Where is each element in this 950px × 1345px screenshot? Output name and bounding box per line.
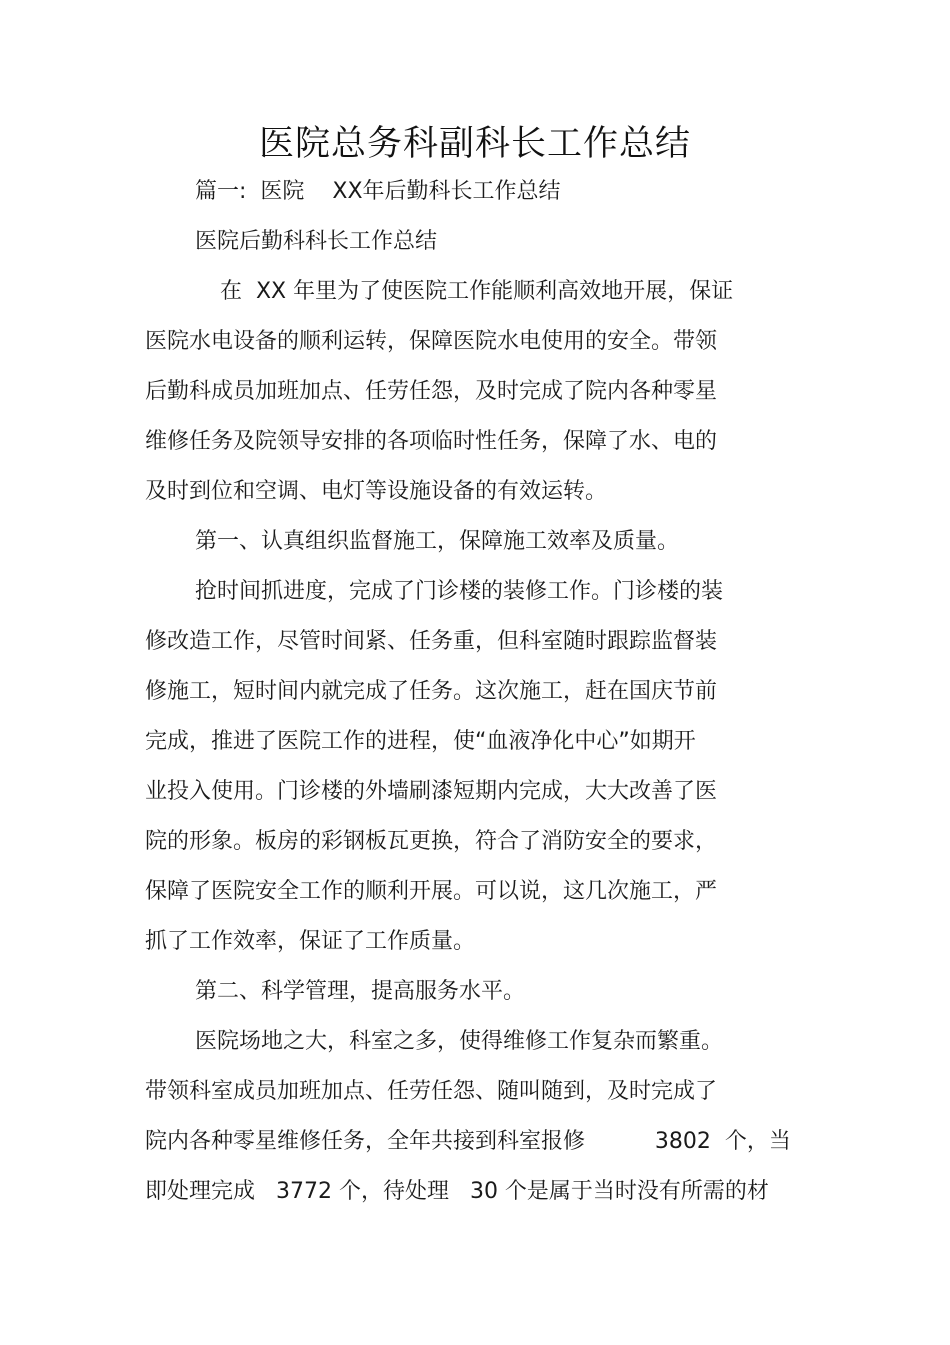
text-line: 篇一: 医院 XX年后勤科长工作总结 <box>195 179 561 204</box>
text-line: 第二、科学管理，提高服务水平。 <box>195 979 526 1004</box>
text-line: 业投入使用。门诊楼的外墙刷漆短期内完成，大大改善了医 <box>145 779 718 804</box>
document-title: 医院总务科副科长工作总结 <box>258 124 691 164</box>
text-line: 带领科室成员加班加点、任劳任怨、随叫随到，及时完成了 <box>145 1079 718 1104</box>
text-line: 保障了医院安全工作的顺利开展。可以说，这几次施工，严 <box>145 879 718 904</box>
text-line: 第一、认真组织监督施工，保障施工效率及质量。 <box>195 529 680 554</box>
text-line: 医院后勤科科长工作总结 <box>195 229 438 254</box>
text-line: 院内各种零星维修任务，全年共接到科室报修 3802 个，当 <box>145 1129 791 1154</box>
text-line: 后勤科成员加班加点、任劳任怨，及时完成了院内各种零星 <box>145 379 718 404</box>
text-line: 在 XX 年里为了使医院工作能顺利高效地开展，保证 <box>220 279 734 304</box>
text-line: 医院场地之大，科室之多，使得维修工作复杂而繁重。 <box>195 1029 724 1054</box>
text-line: 修改造工作，尽管时间紧、任务重，但科室随时跟踪监督装 <box>145 629 718 654</box>
text-line: 完成，推进了医院工作的进程，使“血液净化中心”如期开 <box>145 729 696 754</box>
text-line: 即处理完成 3772 个，待处理 30 个是属于当时没有所需的材 <box>145 1179 769 1204</box>
text-line: 及时到位和空调、电灯等设施设备的有效运转。 <box>145 479 608 504</box>
text-line: 抓了工作效率，保证了工作质量。 <box>145 929 476 954</box>
text-line: 院的形象。板房的彩钢板瓦更换，符合了消防安全的要求， <box>145 829 718 854</box>
text-line: 维修任务及院领导安排的各项临时性任务，保障了水、电的 <box>145 429 718 454</box>
text-line: 修施工，短时间内就完成了任务。这次施工，赶在国庆节前 <box>145 679 718 704</box>
text-line: 医院水电设备的顺利运转，保障医院水电使用的安全。带领 <box>145 329 718 354</box>
text-line: 抢时间抓进度，完成了门诊楼的装修工作。门诊楼的装 <box>195 579 724 604</box>
